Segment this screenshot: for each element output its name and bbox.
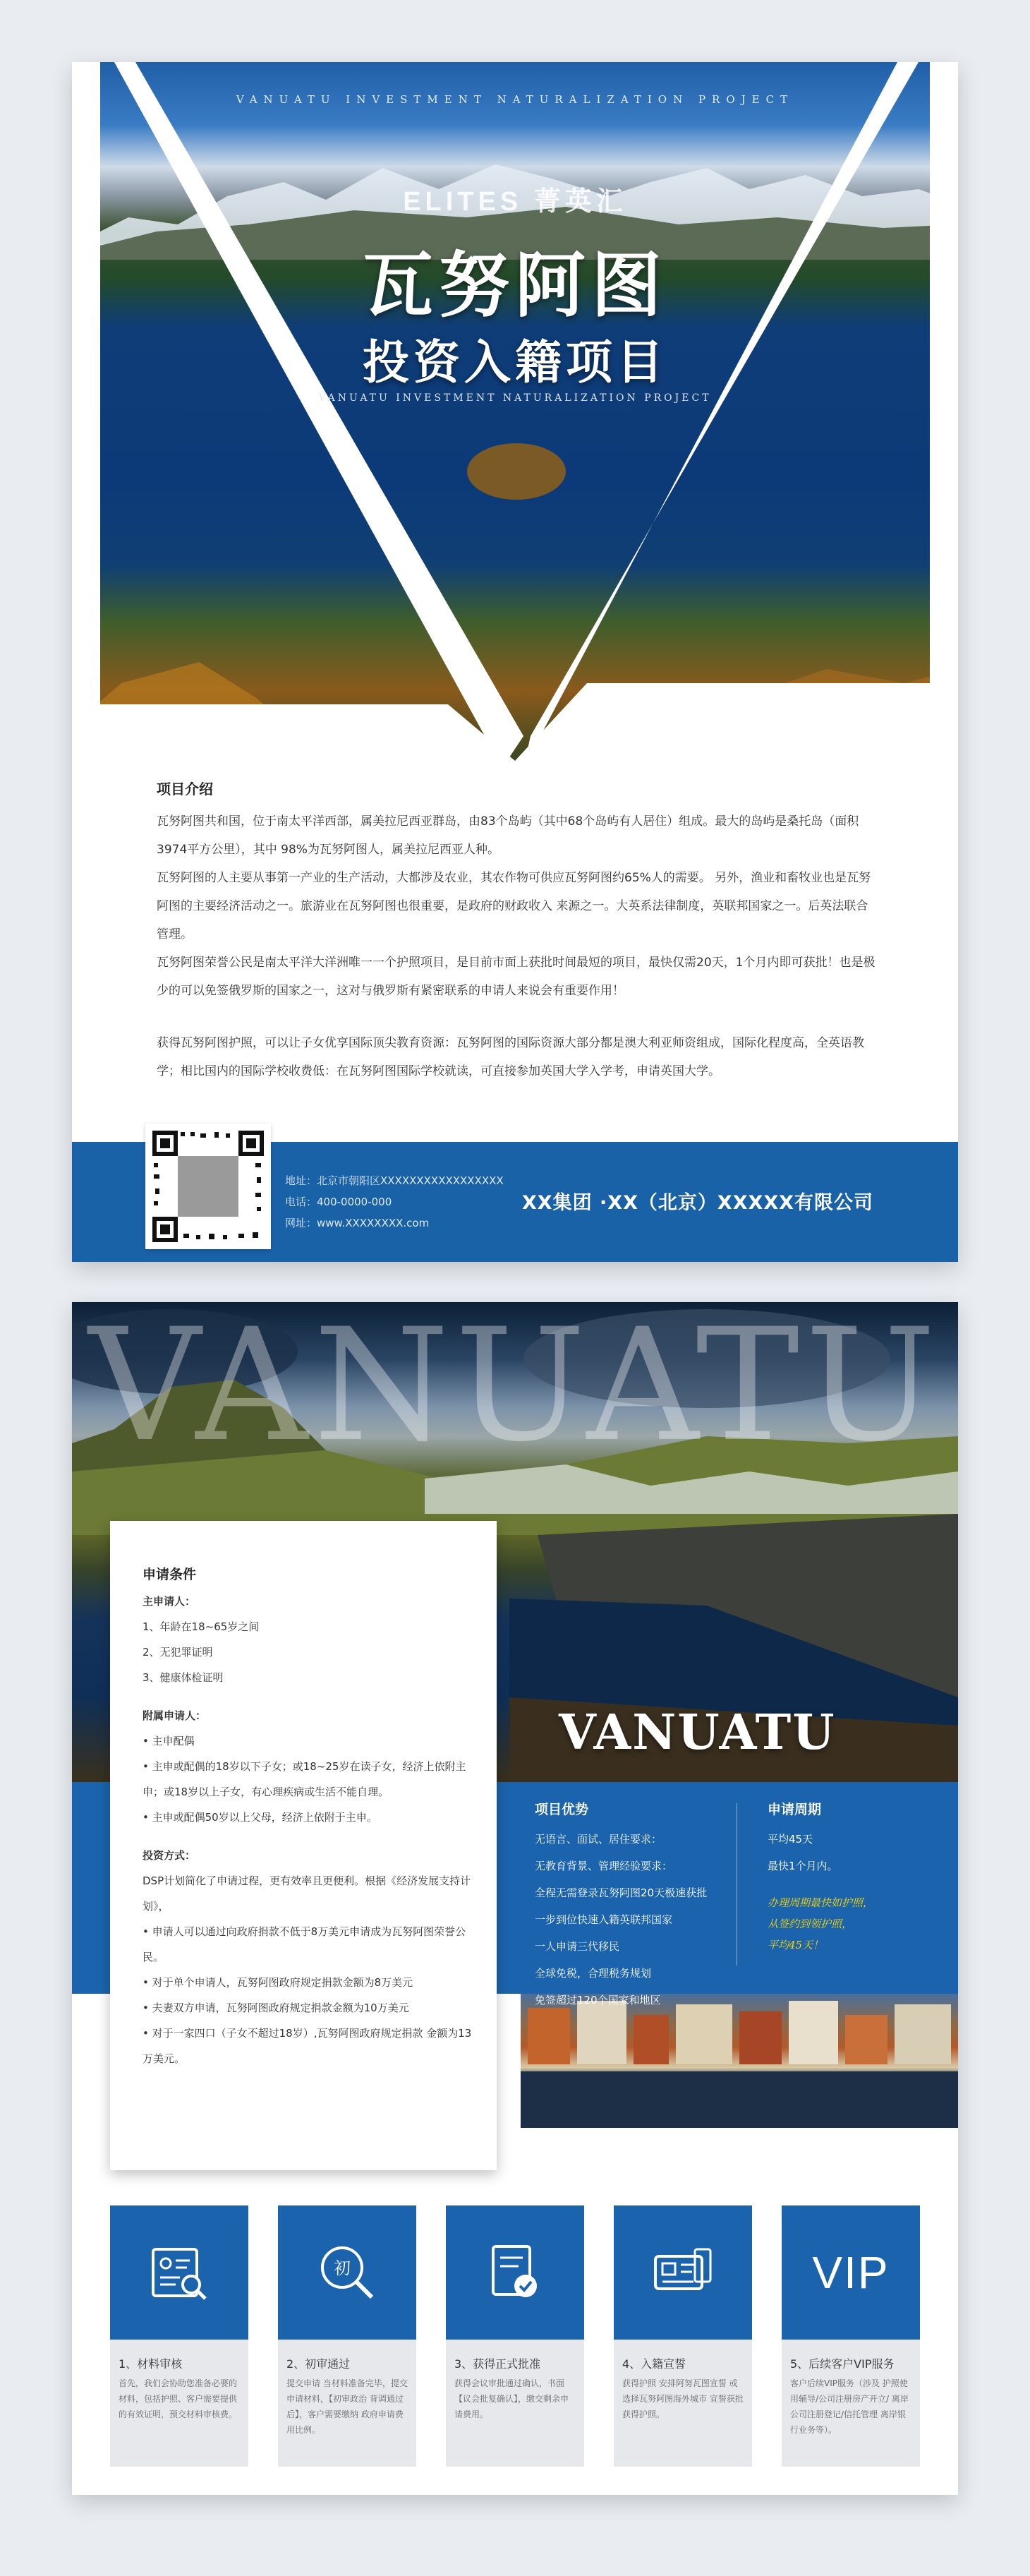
investment-item: • 申请人可以通过向政府捐款不低于8万美元申请成为瓦努阿图荣誉公民。 <box>143 1925 466 1963</box>
advantage-item: 一人申请三代移民 <box>535 1940 620 1953</box>
project-intro-section <box>157 775 876 1085</box>
step-description: 获得护照 安排阿努瓦图宣誓 或选择瓦努阿图海外城市 宣誓获批获得护照。 <box>622 2378 744 2419</box>
step-description: 首先，我们会协助您准备必要的材料，包括护照、客户需要提供的有效证明，预交材料审核费。 <box>119 2378 238 2419</box>
town-photo-strip <box>521 1994 958 2128</box>
step-title: 2、初审通过 <box>286 2357 351 2371</box>
contact-footer <box>72 1142 958 1262</box>
cycle-item: 平均45天 <box>768 1833 813 1846</box>
triangle-overlay <box>72 62 958 761</box>
brand-logo-text: ELITES 菁英汇 <box>403 187 627 217</box>
advantage-item: 无教育背景、管理经验要求： <box>535 1860 673 1872</box>
intro-paragraph-2: 瓦努阿图的人主要从事第一产业的生产活动，大都涉及农业，其农作物可供应瓦努阿图约65%人的需要。 另外，渔业和畜牧业也是瓦努阿图的主要经济活动之一。旅游业在瓦努阿图也很重要，是政府的财政收入 来源之一。大英系法律制度，英联邦国家之一。后英法联合管理。 <box>157 871 871 941</box>
svg-text:初: 初 <box>334 2258 351 2278</box>
advantage-item: 免签超过120个国家和地区 <box>535 1994 661 2006</box>
vip-icon: VIP <box>812 2247 890 2298</box>
watermark-text: VANUATU <box>88 1302 942 1476</box>
project-advantages <box>535 1796 739 2014</box>
main-item: 1、年龄在18~65岁之间 <box>143 1620 260 1633</box>
investment-item: • 对于一家四口（子女不超过18岁）,瓦努阿图政府规定捐款 金额为13万美元。 <box>143 2027 472 2065</box>
cycle-highlight <box>768 1892 937 1956</box>
document-review-icon <box>147 2241 211 2304</box>
town-buildings-illustration <box>521 1994 958 2128</box>
conditions-heading: 申请条件 <box>143 1567 197 1582</box>
step-card <box>278 2205 416 2467</box>
step-description: 客户后续VIP服务（涉及 护照使用辅导/公司注册房产开立/ 离岸公司注册登记/信托管理 离岸银行业务等）。 <box>790 2378 909 2435</box>
advantages-heading: 项目优势 <box>535 1802 589 1817</box>
application-conditions-card <box>110 1521 497 2170</box>
advantage-item: 一步到位快速入籍英联邦国家 <box>535 1913 673 1926</box>
step-card <box>110 2205 248 2467</box>
website-link[interactable]: 网址：www.XXXXXXXX.com <box>285 1217 430 1229</box>
main-item: 2、无犯罪证明 <box>143 1646 213 1659</box>
approval-icon <box>483 2241 547 2304</box>
advantage-item: 无语言、面试、居住要求： <box>535 1833 662 1846</box>
step-icon-area <box>782 2205 920 2340</box>
main-title: 瓦努阿图 <box>363 243 667 327</box>
investment-item: • 夫妻双方申请，瓦努阿图政府规定捐款金额为10万美元 <box>143 2002 409 2014</box>
hero-title-vanuatu: VANUATU <box>559 1704 836 1761</box>
step-title: 4、入籍宣誓 <box>622 2357 686 2371</box>
investment-item: DSP计划简化了申请过程，更有效率且更便利。根据《经济发展支持计划》， <box>143 1874 471 1913</box>
cycle-item: 最快1个月内。 <box>768 1860 838 1872</box>
step-title: 1、材料审核 <box>119 2357 183 2371</box>
dependent-item: • 主申或配偶50岁以上父母，经济上依附于主申。 <box>143 1811 377 1824</box>
step-icon-area <box>278 2205 416 2340</box>
main-subtitle: 投资入籍项目 <box>363 335 667 390</box>
highlight-line: 办理周期最快如护照， <box>768 1896 874 1909</box>
main-item: 3、健康体检证明 <box>143 1671 224 1684</box>
step-card <box>614 2205 752 2467</box>
qr-code[interactable] <box>145 1124 271 1249</box>
brochure-page-1 <box>72 62 958 1262</box>
island-church-shape <box>467 443 566 500</box>
initial-review-icon <box>315 2241 379 2304</box>
step-description: 提交申请 当材料准备完毕，提交申请材料，【初审政治 背调通过后】，客户需要缴纳 政府申请费用比例。 <box>286 2378 408 2435</box>
step-card <box>782 2205 920 2467</box>
qr-code-icon <box>150 1128 267 1245</box>
address-text: 地址：北京市朝阳区XXXXXXXXXXXXXXXXX <box>285 1174 504 1187</box>
step-card <box>446 2205 584 2467</box>
investment-method-label: 投资方式： <box>143 1849 196 1862</box>
step-icon-area <box>446 2205 584 2340</box>
step-icon-area <box>614 2205 752 2340</box>
process-steps <box>110 2205 920 2467</box>
highlight-line: 从签约到领护照， <box>768 1918 853 1930</box>
company-name: XX集团 ·XX（北京）XXXXX有限公司 <box>521 1192 873 1214</box>
advantage-item: 全球免税，合理税务规划 <box>535 1967 652 1980</box>
hero-lake-photo <box>72 62 958 761</box>
advantage-item: 全程无需登录瓦努阿图20天极速获批 <box>535 1886 708 1899</box>
naturalization-card-icon <box>651 2241 715 2304</box>
intro-paragraph-4: 获得瓦努阿图护照，可以让子女优享国际顶尖教育资源：瓦努阿图的国际资源大部分都是澳大利亚师资组成，国际化程度高，全英语教学；相比国内的国际学校收费低：在瓦努阿图国际学校就读，可直接参加英国大学入学考，申请英国大学。 <box>157 1036 864 1078</box>
step-title: 5、后续客户VIP服务 <box>790 2357 895 2371</box>
top-tagline: VANUATU INVESTMENT NATURALIZATION PROJECT <box>236 93 794 106</box>
step-title: 3、获得正式批准 <box>454 2357 541 2371</box>
intro-paragraph-1: 瓦努阿图共和国，位于南太平洋西部，属美拉尼西亚群岛，由83个岛屿（其中68个岛屿有人居住）组成。最大的岛屿是桑托岛（面积3974平方公里），其中 98%为瓦努阿图人，属美拉尼西亚人种。 <box>157 814 859 857</box>
dependent-item: • 主申配偶 <box>143 1735 195 1747</box>
dependent-applicant-label: 附属申请人： <box>143 1709 207 1722</box>
cycle-heading: 申请周期 <box>768 1802 822 1817</box>
contact-info <box>285 1170 504 1234</box>
dependent-item: • 主申或配偶的18岁以下子女；或18~25岁在读子女，经济上依附主申；或18岁以上子女，有心理疾病或生活不能自理。 <box>143 1760 466 1798</box>
highlight-line: 平均45天！ <box>768 1939 824 1951</box>
step-description: 获得会议审批通过确认，书面【议会批复确认】，缴交剩余申请费用。 <box>454 2378 569 2419</box>
main-applicant-label: 主申请人： <box>143 1595 196 1608</box>
brochure-page-2 <box>72 1302 958 2495</box>
investment-item: • 对于单个申请人，瓦努阿图政府规定捐款金额为8万美元 <box>143 1976 413 1989</box>
sub-tagline: VANUATU INVESTMENT NATURALIZATION PROJECT <box>318 392 712 404</box>
step-icon-area <box>110 2205 248 2340</box>
application-cycle <box>768 1796 937 1956</box>
intro-heading: 项目介绍 <box>157 781 213 798</box>
intro-paragraph-3: 瓦努阿图荣誉公民是南太平洋大洋洲唯一一个护照项目，是目前市面上获批时间最短的项目，最快仅需20天，1个月内即可获批！也是极少的可以免签俄罗斯的国家之一，这对与俄罗斯有紧密联系的申请人来说会有重要作用！ <box>157 956 876 998</box>
phone-text: 电话：400-0000-000 <box>285 1196 392 1208</box>
